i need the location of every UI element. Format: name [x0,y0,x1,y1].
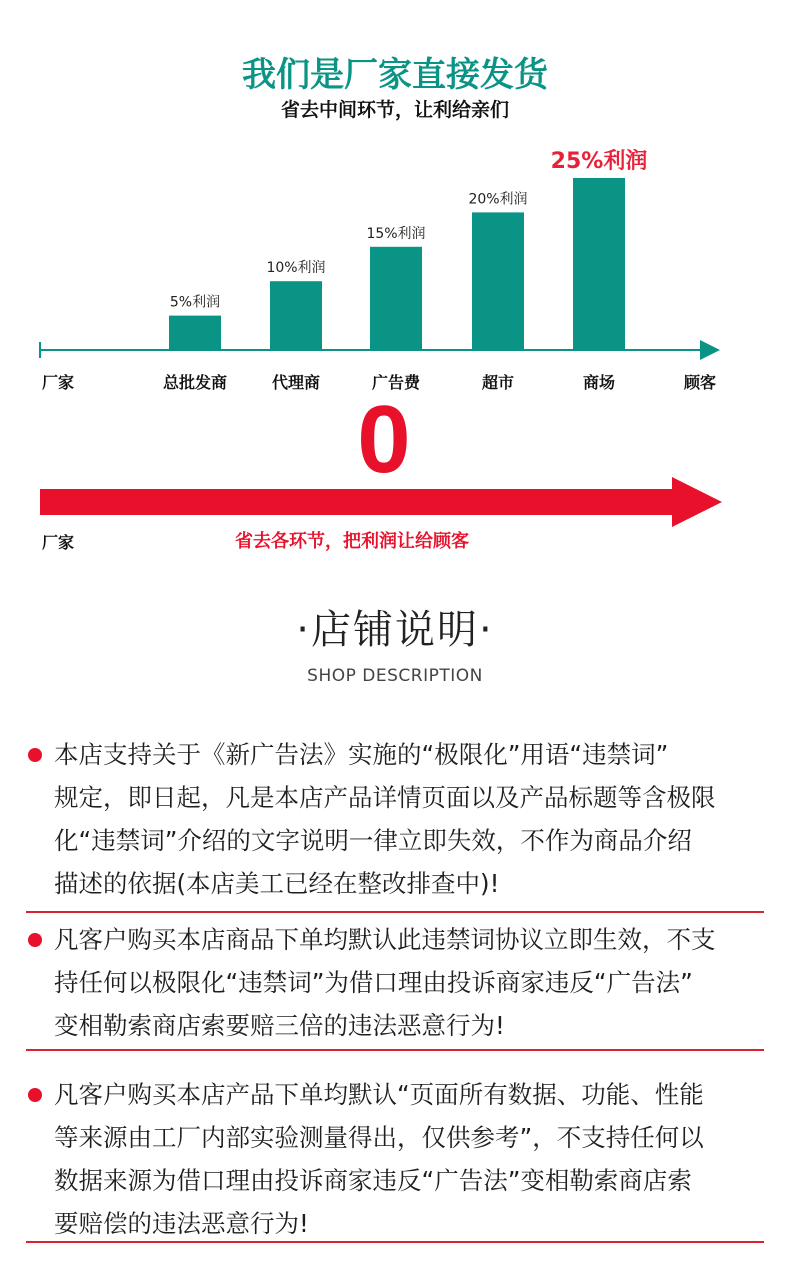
bar-5 [573,178,625,350]
zero-profit-number: 0 [357,386,411,493]
bar-data-label: 25%利润 [550,149,648,174]
category-tick-label: 代理商 [271,373,321,392]
notice-divider [26,1049,764,1051]
profit-comparison-graphic [0,0,790,580]
bullet-dot-icon [28,933,42,947]
direct-start-label: 厂家 [42,533,75,552]
notice-line: 本店支持关于《新广告法》实施的“极限化”用语“违禁词” [54,740,669,769]
bar-data-label: 15%利润 [366,225,426,242]
category-tick-label: 广告费 [371,373,421,392]
bar-1 [169,316,221,350]
notice-text [54,918,760,1047]
category-tick-label: 商场 [582,373,616,392]
notice-line: 数据来源为借口理由投诉商家违反“广告法”变相勒索商店索 [54,1166,692,1195]
notice-line: 等来源由工厂内部实验测量得出，仅供参考”，不支持任何以 [54,1123,704,1152]
notice-line: 规定，即日起，凡是本店产品详情页面以及产品标题等含极限 [54,783,716,812]
notice-divider [26,1241,764,1243]
shop-description-title: ·店铺说明· [296,607,494,653]
notice-line: 持任何以极限化“违禁词”为借口理由投诉商家违反“广告法” [54,968,693,997]
shop-description-subtitle: SHOP DESCRIPTION [307,666,483,686]
bar-2 [270,281,322,350]
profit-bar-chart [40,149,720,392]
notice-line: 凡客户购买本店商品下单均默认此违禁词协议立即生效，不支 [54,925,716,954]
notice-text [54,733,760,905]
bullet-dot-icon [28,1088,42,1102]
notice-line: 描述的依据(本店美工已经在整改排查中)! [54,869,500,898]
x-axis-arrowhead [700,340,720,360]
header-subtitle: 省去中间环节，让利给亲们 [280,99,510,121]
notice-divider [26,911,764,913]
bar-data-label: 20%利润 [468,191,528,208]
notice-line: 要赔偿的违法恶意行为! [54,1209,309,1238]
direct-arrow-label: 省去各环节，把利润让给顾客 [235,531,469,552]
category-tick-label: 总批发商 [162,373,228,392]
category-tick-label: 超市 [481,373,515,392]
bar-4 [472,212,524,350]
bar-data-label: 10%利润 [266,260,326,277]
notice-line: 变相勒索商店索要赔三倍的违法恶意行为! [54,1011,505,1040]
category-tick-label: 顾客 [683,373,717,392]
notice-line: 化“违禁词”介绍的文字说明一律立即失效，不作为商品介绍 [54,826,692,855]
bar-3 [370,247,422,350]
bar-data-label: 5%利润 [169,294,221,311]
notice-text [54,1073,760,1245]
bullet-dot-icon [28,748,42,762]
header-title: 我们是厂家直接发货 [242,55,548,95]
category-tick-label: 厂家 [42,373,75,392]
notice-line: 凡客户购买本店产品下单均默认“页面所有数据、功能、性能 [54,1080,704,1109]
